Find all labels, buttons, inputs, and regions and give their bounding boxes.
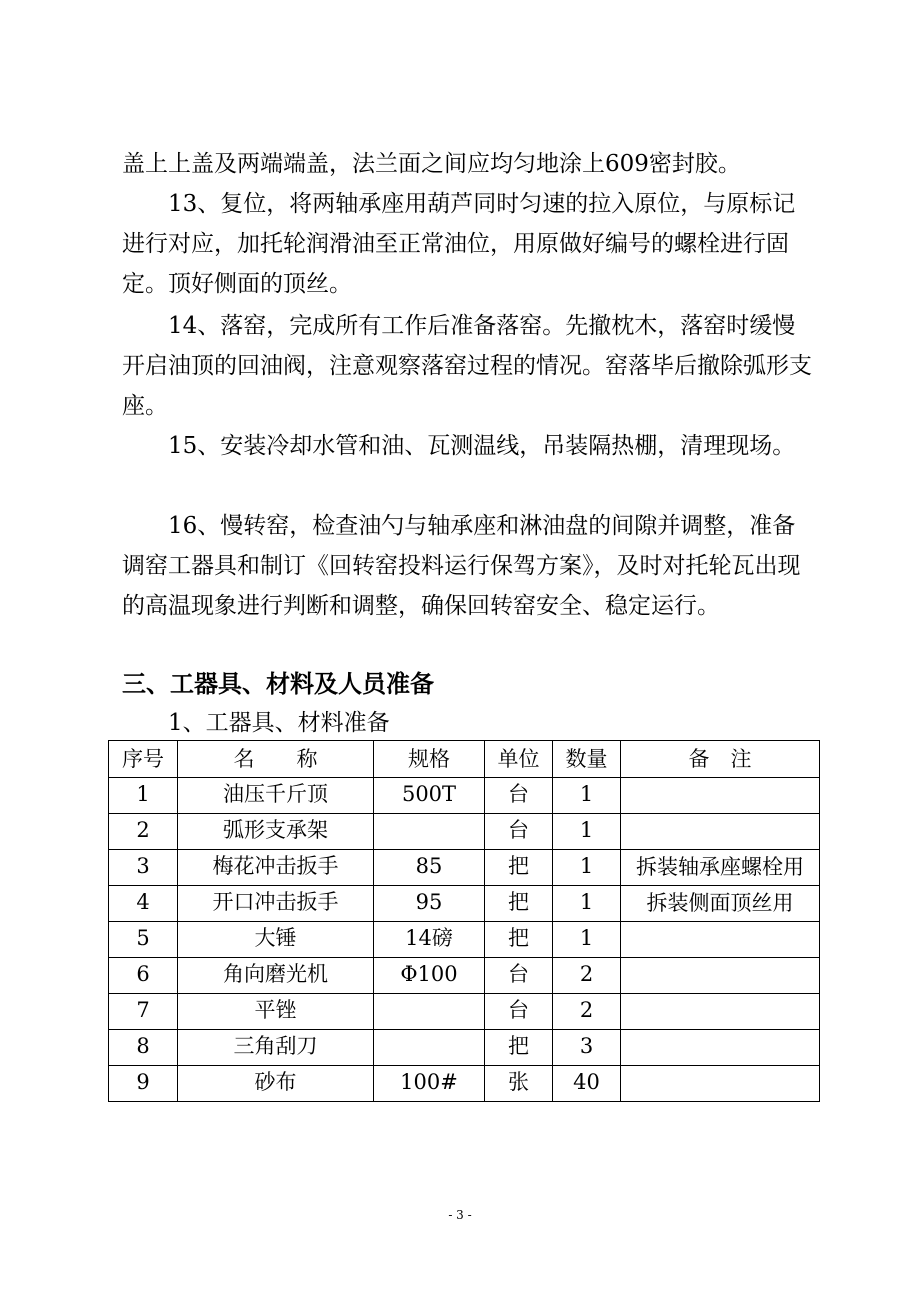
cell-index: 2 xyxy=(109,814,178,850)
cell-remarks xyxy=(621,1066,820,1102)
tools-materials-table xyxy=(108,740,820,1102)
header-spec: 规格 xyxy=(374,741,485,778)
cell-quantity: 1 xyxy=(553,814,621,850)
cell-spec: 100# xyxy=(374,1066,485,1102)
cell-spec xyxy=(374,1030,485,1066)
cell-unit: 台 xyxy=(485,958,553,994)
paragraph-1: 盖上上盖及两端端盖，法兰面之间应均匀地涂上609密封胶。 xyxy=(122,151,741,177)
section-heading: 三、工器具、材料及人员准备 xyxy=(122,670,434,698)
cell-remarks xyxy=(621,958,820,994)
cell-name: 梅花冲击扳手 xyxy=(178,850,374,886)
header-name: 名 称 xyxy=(178,741,374,778)
cell-unit: 张 xyxy=(485,1066,553,1102)
page-number: - 3 - xyxy=(448,1208,472,1222)
header-unit: 单位 xyxy=(485,741,553,778)
cell-unit: 台 xyxy=(485,994,553,1030)
table-row xyxy=(109,1030,820,1066)
table-row xyxy=(109,1066,820,1102)
cell-quantity: 2 xyxy=(553,994,621,1030)
paragraph-step-16: 16、慢转窑，检查油勺与轴承座和淋油盘的间隙并调整，准备调窑工器具和制订《回转窑投料运行保驾方案》，及时对托轮瓦出现的高温现象进行判断和调整，确保回转窑安全、稳定运行。 xyxy=(122,513,801,619)
cell-name: 开口冲击扳手 xyxy=(178,886,374,922)
table-row xyxy=(109,994,820,1030)
paragraph-step-14: 14、落窑，完成所有工作后准备落窑。先撤枕木，落窑时缓慢开启油顶的回油阀，注意观察落窑过程的情况。窑落毕后撤除弧形支座。 xyxy=(122,313,812,419)
paragraph-step-15: 15、安装冷却水管和油、瓦测温线，吊装隔热棚，清理现场。 xyxy=(168,433,796,459)
header-index: 序号 xyxy=(109,741,178,778)
cell-quantity: 1 xyxy=(553,922,621,958)
cell-unit: 台 xyxy=(485,814,553,850)
cell-unit: 把 xyxy=(485,886,553,922)
cell-quantity: 1 xyxy=(553,886,621,922)
header-quantity: 数量 xyxy=(553,741,621,778)
cell-quantity: 1 xyxy=(553,778,621,814)
subheading: 1、工器具、材料准备 xyxy=(168,710,390,736)
cell-quantity: 1 xyxy=(553,850,621,886)
cell-remarks: 拆装轴承座螺栓用 xyxy=(621,850,820,886)
table-row xyxy=(109,778,820,814)
cell-remarks: 拆装侧面顶丝用 xyxy=(621,886,820,922)
cell-spec xyxy=(374,994,485,1030)
cell-quantity: 40 xyxy=(553,1066,621,1102)
cell-spec xyxy=(374,814,485,850)
cell-quantity: 3 xyxy=(553,1030,621,1066)
cell-remarks xyxy=(621,814,820,850)
cell-spec: 85 xyxy=(374,850,485,886)
cell-index: 9 xyxy=(109,1066,178,1102)
cell-name: 砂布 xyxy=(178,1066,374,1102)
cell-index: 4 xyxy=(109,886,178,922)
cell-spec: Φ100 xyxy=(374,958,485,994)
cell-index: 5 xyxy=(109,922,178,958)
header-remarks: 备 注 xyxy=(621,741,820,778)
cell-name: 弧形支承架 xyxy=(178,814,374,850)
cell-name: 大锤 xyxy=(178,922,374,958)
cell-index: 8 xyxy=(109,1030,178,1066)
table-row xyxy=(109,922,820,958)
cell-spec: 95 xyxy=(374,886,485,922)
table-row xyxy=(109,886,820,922)
cell-remarks xyxy=(621,922,820,958)
cell-unit: 把 xyxy=(485,850,553,886)
cell-index: 6 xyxy=(109,958,178,994)
cell-name: 三角刮刀 xyxy=(178,1030,374,1066)
cell-remarks xyxy=(621,778,820,814)
cell-unit: 把 xyxy=(485,1030,553,1066)
cell-index: 7 xyxy=(109,994,178,1030)
table-row xyxy=(109,814,820,850)
cell-unit: 台 xyxy=(485,778,553,814)
cell-spec: 500T xyxy=(374,778,485,814)
table-header-row xyxy=(109,741,820,778)
cell-name: 油压千斤顶 xyxy=(178,778,374,814)
table-row xyxy=(109,850,820,886)
table-row xyxy=(109,958,820,994)
cell-index: 1 xyxy=(109,778,178,814)
cell-unit: 把 xyxy=(485,922,553,958)
cell-name: 角向磨光机 xyxy=(178,958,374,994)
cell-remarks xyxy=(621,1030,820,1066)
cell-remarks xyxy=(621,994,820,1030)
cell-spec: 14磅 xyxy=(374,922,485,958)
cell-index: 3 xyxy=(109,850,178,886)
paragraph-step-13: 13、复位，将两轴承座用葫芦同时匀速的拉入原位，与原标记进行对应，加托轮润滑油至正常油位，用原做好编号的螺栓进行固定。顶好侧面的顶丝。 xyxy=(122,191,796,297)
cell-quantity: 2 xyxy=(553,958,621,994)
cell-name: 平锉 xyxy=(178,994,374,1030)
